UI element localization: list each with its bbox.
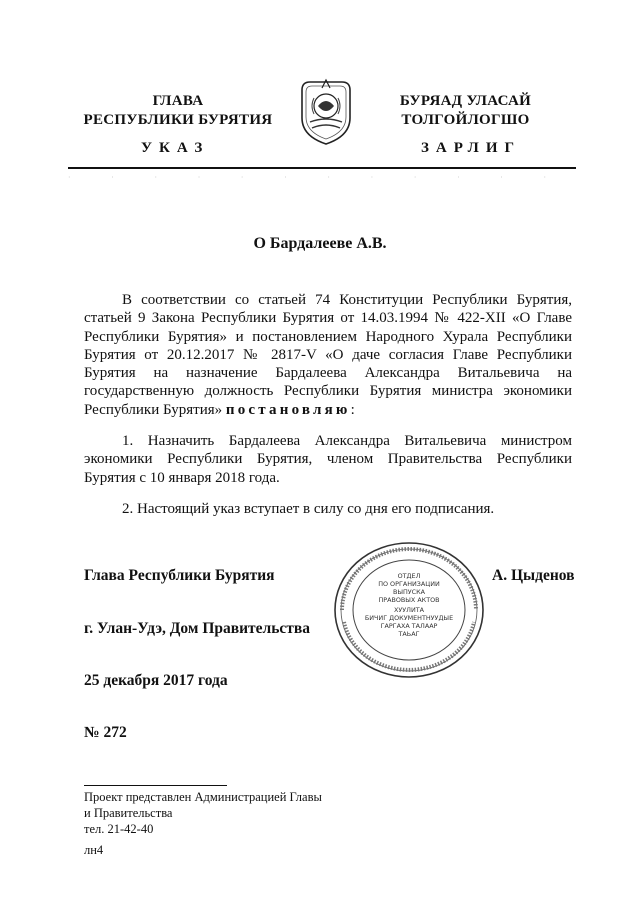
seal-inner-text	[365, 572, 453, 638]
signer-position: Глава Республики Бурятия	[84, 567, 275, 584]
doc-type-left: УКАЗ	[141, 140, 210, 156]
signer-name: А. Цыденов	[492, 567, 575, 584]
seal-line: ВЫПУСКА	[392, 588, 426, 596]
signing-date: 25 декабря 2017 года	[84, 672, 228, 689]
decree-word: постановляю	[225, 401, 351, 418]
seal-line: ПРАВОВЫХ АКТОВ	[378, 596, 440, 604]
seal-line: ПО ОРГАНИЗАЦИИ	[378, 580, 440, 588]
seal-line: ХУУЛИТА	[393, 606, 425, 614]
preamble-text: В соответствии со статьей 74 Конституции Республики Бурятия, статьей 9 Закона Республики Бурятия от 14.03.1994 № 422-XII «О Главе Республики Бурятия» и постановлением Народного Хурала Республики Бурятия от 20.12.2017 № 2817-V «О даче согласия Главе Республики Бурятия на назначение Бардалеева Александра Витальевича на государственную должность Республики Бурятия министра экономики Республики Бурятия»	[84, 292, 572, 418]
clause-1: 1. Назначить Бардалеева Александра Витальевича министром экономики Республики Бурятия, членом Правительства Республики Бурятия с 10 января 2018 года.	[84, 433, 572, 486]
header-right-line1: БУРЯАД УЛАСАЙ	[399, 93, 532, 109]
decree-number: № 272	[84, 724, 127, 741]
signing-place: г. Улан-Удэ, Дом Правительства	[84, 620, 311, 637]
header-right	[368, 92, 563, 130]
footer-line2: и Правительства	[84, 806, 173, 820]
coat-of-arms-emblem	[296, 76, 356, 148]
seal-line: ГАРГАХА ТАЛААР	[380, 622, 438, 630]
footer-code: лн4	[84, 843, 104, 857]
document-title: О Бардалееве А.В.	[253, 235, 387, 252]
footer-rule	[84, 785, 227, 786]
seal-line: ТАЬАГ	[398, 630, 420, 638]
preamble-paragraph	[84, 291, 572, 419]
footer-line1: Проект представлен Администрацией Главы	[84, 790, 322, 804]
seal-line: ОТДЕЛ	[397, 572, 421, 580]
header-rule	[68, 167, 576, 169]
header-left-line2: РЕСПУБЛИКИ БУРЯТИЯ	[83, 112, 273, 128]
header-left-line1: ГЛАВА	[152, 93, 204, 109]
doc-type-right: ЗАРЛИГ	[421, 140, 522, 156]
decree-colon: :	[350, 401, 355, 418]
official-seal-stamp	[332, 540, 486, 680]
footer-note	[84, 789, 322, 837]
seal-line: БИЧИГ ДОКУМЕНТНУУДЫЕ	[364, 614, 454, 622]
header-left	[68, 92, 288, 130]
header-right-line2: ТОЛГОЙЛОГШО	[401, 112, 530, 128]
clause-2: 2. Настоящий указ вступает в силу со дня его подписания.	[122, 501, 495, 517]
header-dotted-line: · · · · · · · · · · · ·	[68, 175, 547, 181]
footer-phone: тел. 21-42-40	[84, 822, 154, 836]
